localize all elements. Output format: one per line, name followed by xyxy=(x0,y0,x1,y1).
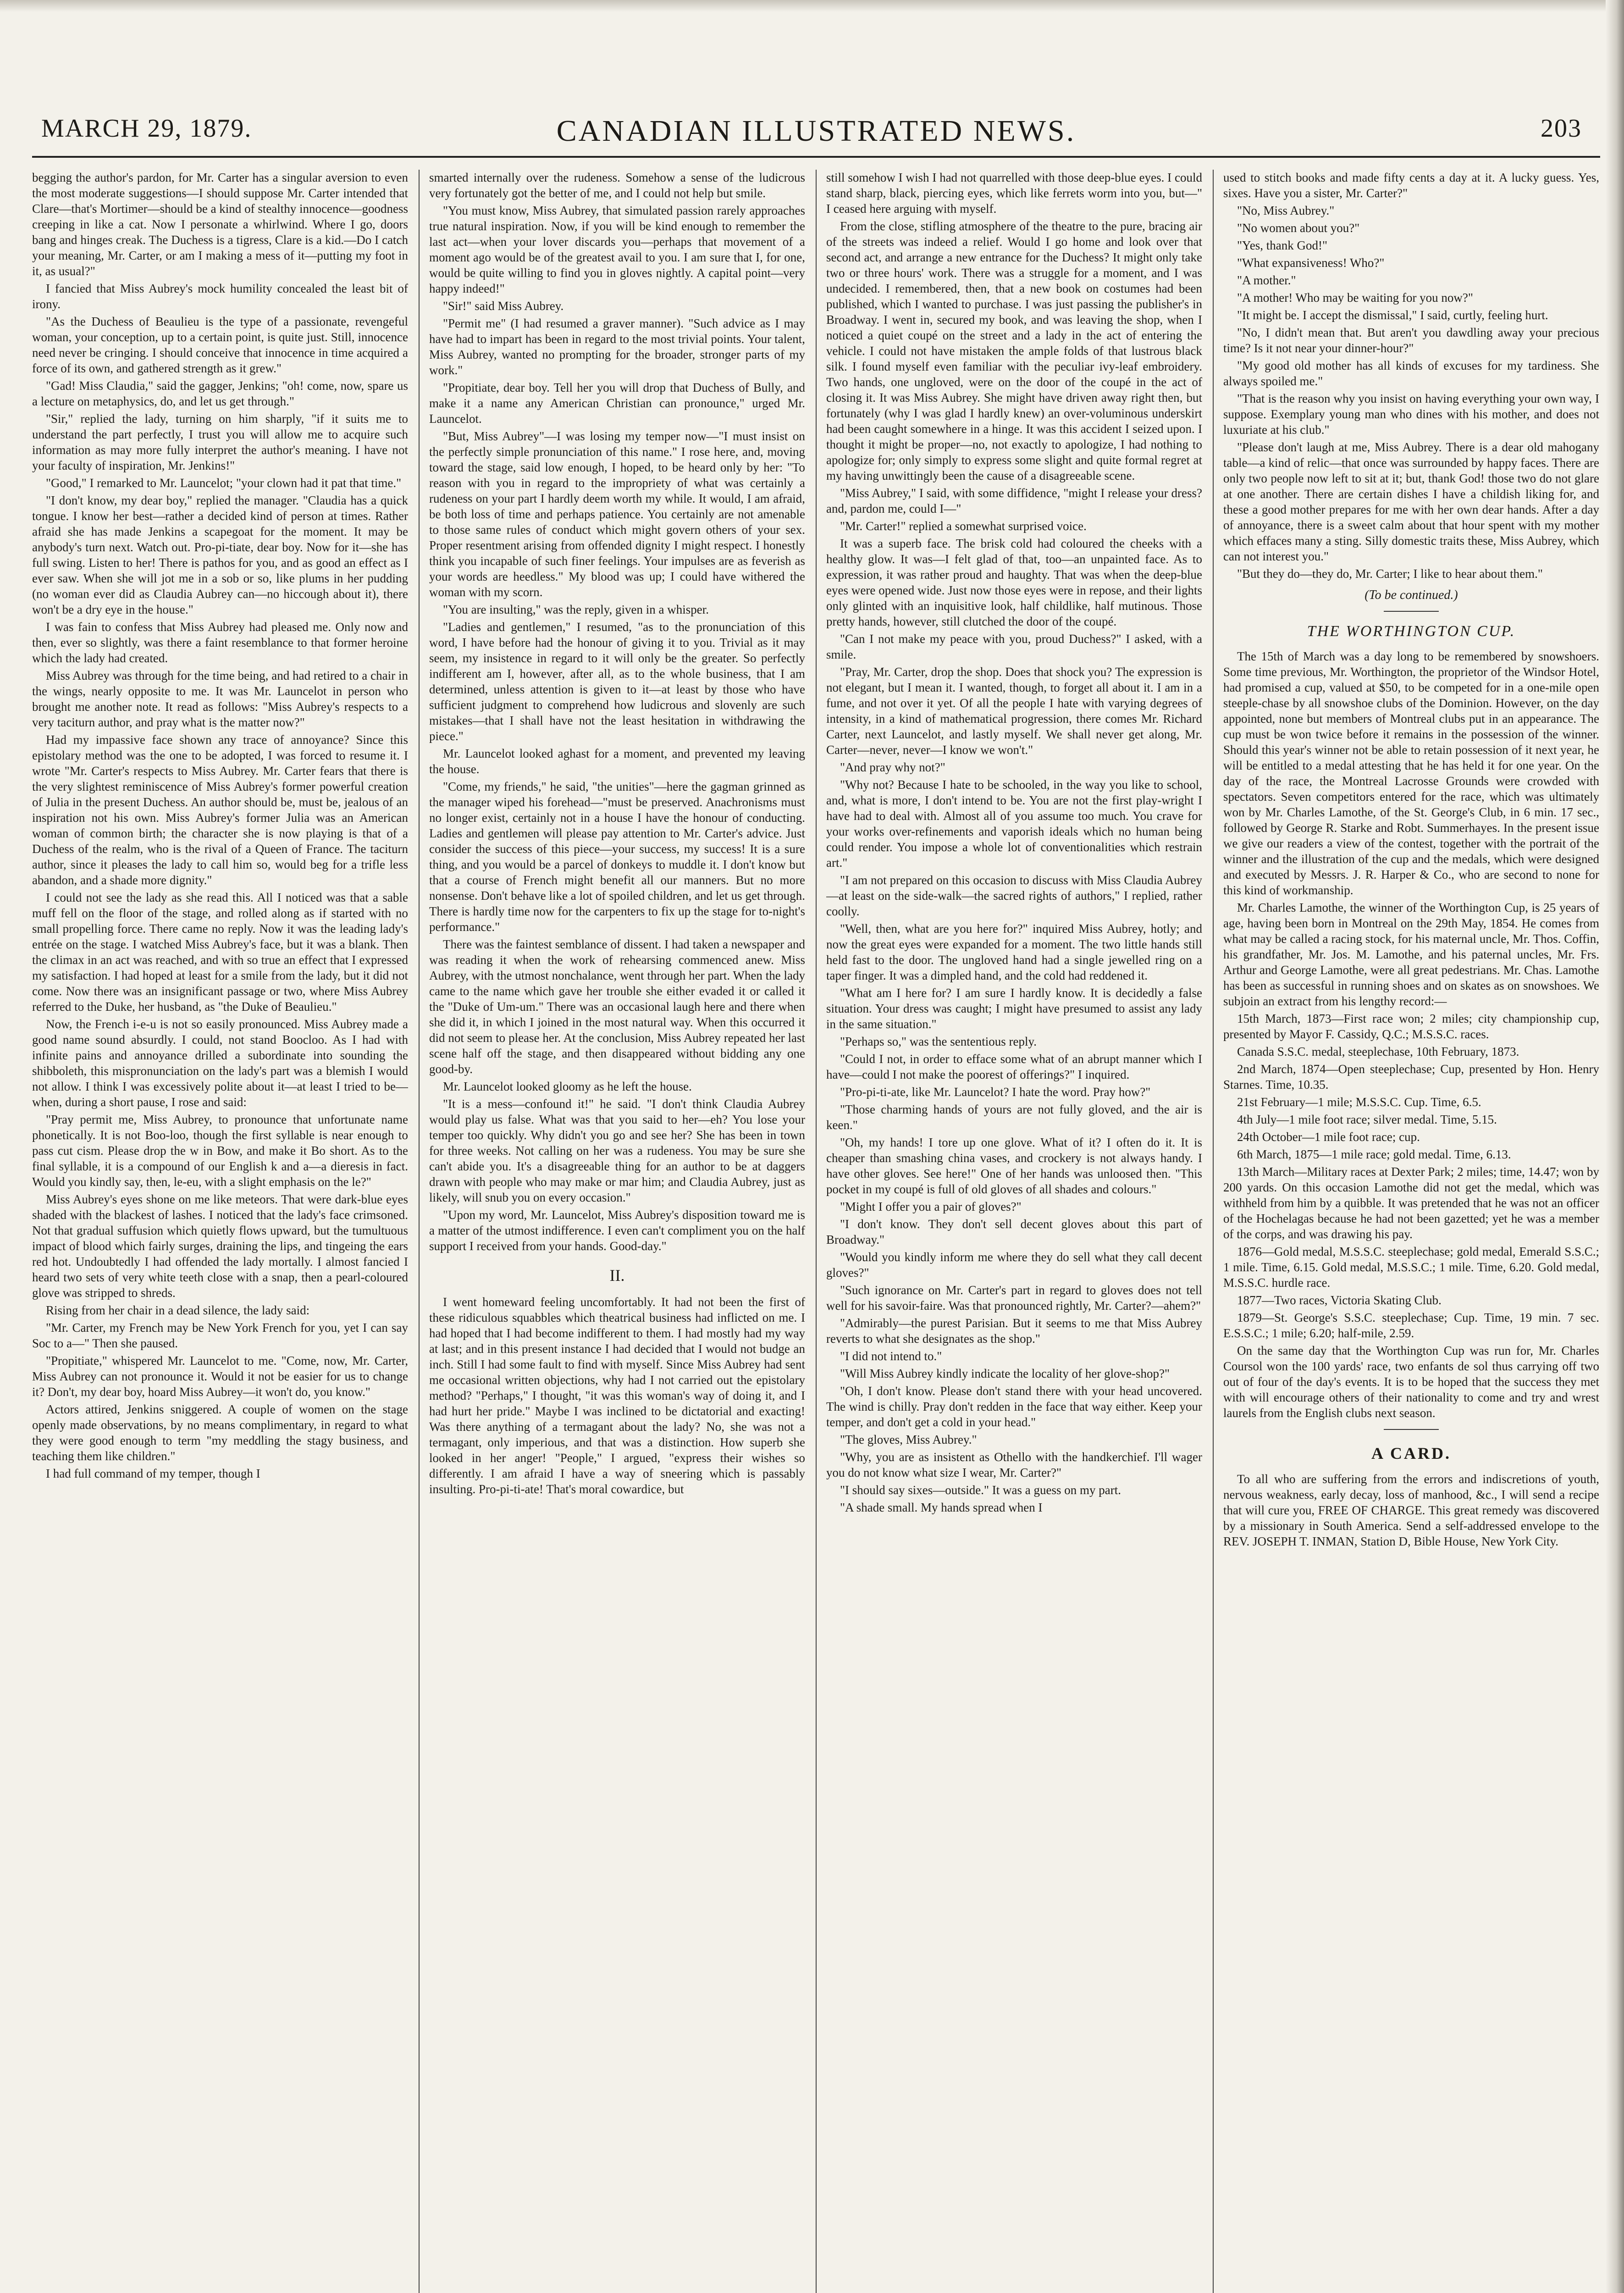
to-be-continued: (To be continued.) xyxy=(1364,588,1458,602)
paragraph: "Mr. Carter, my French may be New York French for you, yet I can say Soc to a—" Then she paused. xyxy=(32,1321,408,1350)
paragraph: "Why, you are as insistent as Othello with the handkerchief. I'll wager you do not know what size I wear, Mr. Carter?" xyxy=(826,1450,1202,1479)
story-continuation xyxy=(1223,170,1599,582)
paragraph: "Admirably—the purest Parisian. But it seems to me that Miss Aubrey reverts to what she designates as the shop." xyxy=(826,1316,1202,1346)
column-divider xyxy=(816,170,817,2293)
paragraph: "Those charming hands of yours are not fully gloved, and the air is keen." xyxy=(826,1102,1202,1132)
paragraph: "It might be. I accept the dismissal," I said, curtly, feeling hurt. xyxy=(1237,308,1548,322)
masthead-title: CANADIAN ILLUSTRATED NEWS. xyxy=(556,114,1076,148)
paragraph: "What expansiveness! Who?" xyxy=(1237,256,1385,270)
paragraph: 6th March, 1875—1 mile race; gold medal. Time, 6.13. xyxy=(1237,1147,1511,1161)
column-2 xyxy=(429,170,805,2293)
paragraph: Mr. Charles Lamothe, the winner of the Worthington Cup, is 25 years of age, having been born in Montreal on the 29th May, 1854. He comes from what may be called a racing stock, for his maternal uncle, Mr. Thos. Coffin, his grandfather, Mr. Jos. M. Lamothe, and his paternal uncles, Mr. Frs. Arthur and George Lamothe, were all great pedestrians. Mr. Chas. Lamothe has been as successful in running shoes and on skates as on snowshoes. We subjoin an extract from his lengthy record:— xyxy=(1223,901,1599,1008)
paragraph: Actors attired, Jenkins sniggered. A couple of women on the stage openly made observations, by no means complimentary, in regard to what they were good enough to term "my meddling the stagy business, and teaching them like children." xyxy=(32,1402,408,1463)
paragraph: "Perhaps so," was the sententious reply. xyxy=(840,1035,1037,1048)
paragraph: "What am I here for? I am sure I hardly know. It is decidedly a false situation. Your dress was caught; I might have presumed to assist any lady in the same situation." xyxy=(826,986,1202,1031)
column-divider xyxy=(1213,170,1214,2293)
article-columns xyxy=(32,170,1600,2293)
paragraph: Now, the French i-e-u is not so easily pronounced. Miss Aubrey made a good name sound absurdly. I could, not stand Boocloo. As I had with infinite pains and annoyance drilled a subordinate into sounding the shibboleth, this mispronunciation on the lady's part was a blemish I would not allow. I think I was excessively polite about it—at least I tried to be—when, during a short pause, I rose and said: xyxy=(32,1017,408,1109)
paragraph: On the same day that the Worthington Cup was run for, Mr. Charles Coursol won the 100 yards' race, two enfants de sol thus carrying off two out of four of the day's events. It is to be hoped that the success they met with will encourage others of their nationality to come and try and wrest laurels from the English clubs next season. xyxy=(1223,1344,1599,1420)
paragraph: Mr. Launcelot looked gloomy as he left the house. xyxy=(443,1080,692,1093)
paragraph: "Oh, my hands! I tore up one glove. What of it? I often do it. It is cheaper than smashing china vases, and crockery is not always handy. I have other gloves. See here!" One of her hands was unloosed then. "This pocket in my coupé is full of old gloves of all shades and colours." xyxy=(826,1135,1202,1196)
paragraph: "No, I didn't mean that. But aren't you dawdling away your precious time? Is it not near your dinner-hour?" xyxy=(1223,326,1599,355)
paragraph: 1877—Two races, Victoria Skating Club. xyxy=(1237,1293,1442,1307)
paragraph: "Propitiate," whispered Mr. Launcelot to me. "Come, now, Mr. Carter, Miss Aubrey can not pronounce it. Would it not be easier for us to change it? Don't, my dear boy, hoard Miss Aubrey—it won't do, you know." xyxy=(32,1354,408,1399)
paragraph: "Mr. Carter!" replied a somewhat surprised voice. xyxy=(840,519,1087,533)
paragraph: There was the faintest semblance of dissent. I had taken a newspaper and was reading it when the work of rehearsing commenced anew. Miss Aubrey, with the utmost nonchalance, went through her part. When the lady came to the name which gave her trouble she either evaded it or called it the "Duke of Um-um." There was an occasional laugh here and there when she did it, in which I joined in the most natural way. When this occurred it did not seem to please her. At the conclusion, Miss Aubrey repeated her last scene half off the stage, and then disappeared without bidding any one good-by. xyxy=(429,937,805,1076)
paragraph: "Sir!" said Miss Aubrey. xyxy=(443,299,564,313)
paragraph: 1879—St. George's S.S.C. steeplechase; Cup. Time, 19 min. 7 sec. E.S.S.C.; 1 mile; 6.20; half-mile, 2.59. xyxy=(1223,1311,1599,1340)
paragraph: "You must know, Miss Aubrey, that simulated passion rarely approaches true natural inspiration. Now, if you will be kind enough to remember the last act—when your lover discards you—perhaps that movement of a moment ago would be of the greatest avail to you. I am sure that I, for one, would be quite willing to find you in gloves nightly. A capital point—very happy indeed!" xyxy=(429,204,805,295)
paragraph: "But, Miss Aubrey"—I was losing my temper now—"I must insist on the perfectly simple pronunciation of this name." I rose here, and, moving toward the stage, said low enough, I hoped, to be heard only by her: "To reason with you in regard to the impropriety of what was certainly a rudeness on your part I hardly deem worth my while. It would, I am afraid, be both loss of time and perhaps patience. You certainly are not amenable to those same rules of conduct which might govern others of your sex. Proper resentment arising from offended dignity I might respect. I honestly think you incapable of such finer feelings. Your impulses are as feverish as your words are heedless." My blood was up; I could have withered the woman with my scorn. xyxy=(429,429,805,599)
paragraph: 4th July—1 mile foot race; silver medal. Time, 5.15. xyxy=(1237,1113,1497,1126)
paragraph: I could not see the lady as she read this. All I noticed was that a sable muff fell on the floor of the stage, and rolled along as if started with no small propelling force. There came no reply. Now it was the leading lady's entrée on the stage. I watched Miss Aubrey's face, but it was a blank. Then the climax in an act was reached, and with so true an effect that I expressed my satisfaction. I had hoped at least for a smile from the lady, but it did not come. Now there was an insignificant passage or two, where Miss Aubrey referred to the Duke, her husband, as "the Duke of Beaulieu." xyxy=(32,891,408,1014)
paragraph: "It is a mess—confound it!" he said. "I don't think Claudia Aubrey would play us false. What was that you said to her—eh? You lose your temper too quickly. Why didn't you go and see her? She has been in town for three weeks. Not calling on her was a rudeness. You may be sure she can't abide you. It's a disagreeable thing for an author to be at daggers drawn with people who may make or mar him; and Claudia Aubrey, just as likely, will snub you on every occasion." xyxy=(429,1097,805,1204)
card-heading: A CARD. xyxy=(1371,1444,1451,1462)
paragraph: "Please don't laugh at me, Miss Aubrey. There is a dear old mahogany table—a kind of relic—that once was surrounded by happy faces. There are only two people now left to sit at it; but, thank God! those two do not glare at one another. There are certain dishes I have a childish liking for, and these a good mother prepares for me with her own dear hands. After a day of annoyance, there is a sweet calm about that hour spent with my mother which effaces many a sting. Silly domestic traits these, Miss Aubrey, which can not interest you." xyxy=(1223,440,1599,563)
paragraph: "I should say sixes—outside." It was a guess on my part. xyxy=(840,1483,1121,1497)
paragraph: "The gloves, Miss Aubrey." xyxy=(840,1433,977,1446)
paragraph: I was fain to confess that Miss Aubrey had pleased me. Only now and then, ever so slightly, was there a faint resemblance to that former heroine which the lady had created. xyxy=(32,620,408,665)
paragraph: "As the Duchess of Beaulieu is the type of a passionate, revengeful woman, your conception, up to a certain point, is quite just. Still, innocence need never be cringing. I should conceive that innocence in time acquired a force of its own, and gathered strength as it grew." xyxy=(32,315,408,375)
paragraph: From the close, stifling atmosphere of the theatre to the pure, bracing air of the streets was indeed a relief. Would I go home and look over that second act, and arrange a new entrance for the Duchess? It might only take two or three hours' work. There was a struggle for a moment, and I was undecided. I remembered, then, that a new book on costumes had been published, which I wanted to purchase. I was just passing the publisher's in Broadway. I went in, secured my book, and was leaving the shop, when I noticed a quiet coupé on the street and a lady in the act of entering the vehicle. I could not have mistaken the ample folds of that lustrous black silk. I found myself even familiar with the peculiar ivy-leaf embroidery. Two hands, one ungloved, were on the door of the coupé in the act of closing it. It was Miss Aubrey. She might have driven away right then, but fortunately (why I was glad I hardly knew) an over-voluminous underskirt had been caught somewhere in a hinge. It was this accident I seized upon. I thought it might be proper—no, not exactly to apologize, I had nothing to apologize for; only simply to express some slight and quite formal regret at my having unwittingly been the cause of a disagreeable scene. xyxy=(826,219,1202,482)
divider xyxy=(1384,611,1439,612)
paragraph: "Might I offer you a pair of gloves?" xyxy=(840,1200,1022,1213)
worthington-heading: THE WORTHINGTON CUP. xyxy=(1307,623,1516,640)
paragraph: Canada S.S.C. medal, steeplechase, 10th February, 1873. xyxy=(1237,1045,1519,1058)
paragraph: "That is the reason why you insist on having everything your own way, I suppose. Exemplary young man who dines with his mother, and does not luxuriate at his club." xyxy=(1223,392,1599,437)
divider xyxy=(1384,1429,1439,1430)
paragraph: "A mother." xyxy=(1237,273,1296,287)
paragraph: "Permit me" (I had resumed a graver manner). "Such advice as I may have had to impart has been in regard to the most trivial points. Your talent, Miss Aubrey, wanted no prompting for the broader, stronger parts of my work." xyxy=(429,316,805,377)
paragraph: "Good," I remarked to Mr. Launcelot; "your clown had it pat that time." xyxy=(46,476,402,490)
paragraph: "Such ignorance on Mr. Carter's part in regard to gloves does not tell well for his savoir-faire. Was that pronounced rightly, Mr. Carter?—ahem?" xyxy=(826,1283,1202,1313)
paragraph: "I did not intend to." xyxy=(840,1349,942,1363)
page-header xyxy=(32,105,1600,158)
paragraph: "But they do—they do, Mr. Carter; I like to hear about them." xyxy=(1237,567,1543,581)
column-2-part-2 xyxy=(429,1294,805,1497)
paragraph: still somehow I wish I had not quarrelled with those deep-blue eyes. I could stand sharp, black, piercing eyes, which like ferrets worm into you, but—" I ceased here arguing with myself. xyxy=(826,171,1202,216)
paragraph: I fancied that Miss Aubrey's mock humility concealed the least bit of irony. xyxy=(32,282,408,311)
paragraph: "Why not? Because I hate to be schooled, in the way you like to school, and, what is more, I don't intend to be. You are not the first play-wright I have had to deal with. Almost all of you assume too much. You crave for your works over-refinements and vaporish ideals which no human being could render. You impose a whole lot of conventionalities which restrain art." xyxy=(826,778,1202,870)
worthington-article xyxy=(1223,648,1599,1421)
paragraph: "Pray permit me, Miss Aubrey, to pronounce that unfortunate name phonetically. It is not Boo-loo, though the first syllable is near enough to pass cut cism. Please drop the w in Bow, and make it Bo short. As to the final syllable, it is a compound of our English k and a—a dieresis in fact. Would you kindly say, then, le-eu, with a slight emphasis on the le?" xyxy=(32,1113,408,1189)
paragraph: "Gad! Miss Claudia," said the gagger, Jenkins; "oh! come, now, spare us a lecture on metaphysics, do, and let us get through." xyxy=(32,379,408,408)
paragraph: used to stitch books and made fifty cents a day at it. A lucky guess. Yes, sixes. Have you a sister, Mr. Carter?" xyxy=(1223,171,1599,200)
paragraph: "My good old mother has all kinds of excuses for my tardiness. She always spoiled me." xyxy=(1223,359,1599,388)
paragraph: "I don't know, my dear boy," replied the manager. "Claudia has a quick tongue. I know her best—rather a decided kind of person at times. Rather afraid she has made Jenkins a scapegoat for the moment. It may be anybody's turn next. Watch out. Pro-pi-tiate, dear boy. Now for it—she has full swing. Listen to her! There is pathos for you, and as good an effect as I ever saw. When she will jot me in a sob or so, like plums in her pudding (no woman ever did as Claudia Aubrey can—no hiccough about it), there won't be a dry eye in the house." xyxy=(32,493,408,616)
paragraph: "A shade small. My hands spread when I xyxy=(840,1501,1043,1514)
paragraph: The 15th of March was a day long to be remembered by snowshoers. Some time previous, Mr. Worthington, the proprietor of the Windsor Hotel, had promised a cup, valued at $50, to be competed for in a one-mile open steeple-chase by all snowshoe clubs of the Dominion. However, on the day appointed, none but members of Montreal clubs put in an appearance. The cup must be won twice before it remains in the possession of the winner. Should this year's winner not be able to retain possession of it next year, he will be entitled to a medal attesting that he has held it for one year. On the day of the race, the Montreal Lacrosse Grounds were crowded with spectators. Seven competitors entered for the race, which was ultimately won by Mr. Charles Lamothe, of the St. George's Club, in 6 min. 17 sec., followed by George R. Starke and Robt. Summerhayes. In the present issue we give our readers a view of the contest, together with the portrait of the winner and the illustration of the cup and the medals, which were designed and executed by Messrs. J. R. Harper & Co., who are second to none for this kind of workmanship. xyxy=(1223,649,1599,897)
paragraph: "Oh, I don't know. Please don't stand there with your head uncovered. The wind is chilly. Pray don't redden in the face that way either. Keep your temper, and don't get a cold in your head." xyxy=(826,1384,1202,1429)
paragraph: "Come, my friends," he said, "the unities"—here the gagman grinned as the manager wiped his forehead—"must be preserved. Anachronisms must no longer exist, certainly not in a house I have the honour of conducting. Ladies and gentlemen will please pay attention to Mr. Carter's advice. Just consider the success of this piece—your success, my success! It is a sure thing, and you would be a parcel of donkeys to muddle it. I don't know but that a course of French might benefit all our manners. But no more nonsense. Don't behave like a lot of spoiled children, and let us get through. There is hardly time now for the carpenters to fix up the stage for to-night's performance." xyxy=(429,780,805,934)
paragraph: "Yes, thank God!" xyxy=(1237,238,1328,252)
column-2-part-1 xyxy=(429,170,805,1254)
paragraph: 13th March—Military races at Dexter Park; 2 miles; time, 14.47; won by 200 yards. On this occasion Lamothe did not get the medal, which was withheld from him by a quibble. It was pretended that he was not an officer of the Hochelagas because he had not been gazetted; yet he was a member of the corps, and was drawing his pay. xyxy=(1223,1165,1599,1241)
paragraph: It was a superb face. The brisk cold had coloured the cheeks with a healthy glow. It was—I felt glad of that, too—an unpainted face. As to expression, it was rather proud and haughty. That was when the deep-blue eyes were opened wide. Just now those eyes were in repose, and their lights only glinted with an inquisitive look, half childlike, half mutinous. Those pretty hands, however, still clutched the door of the coupé. xyxy=(826,537,1202,628)
paragraph: "I don't know. They don't sell decent gloves about this part of Broadway." xyxy=(826,1217,1202,1246)
column-4 xyxy=(1223,170,1599,2293)
scan-top-edge xyxy=(0,0,1624,12)
paragraph: "Pray, Mr. Carter, drop the shop. Does that shock you? The expression is not elegant, but I mean it. I wanted, though, to forget all about it. I am in a fume, and not over it yet. Of all the people I hate with varying degrees of intensity, in a kind of mathematical progression, there comes Mr. Richard Carter, next Launcelot, and lastly myself. We shall never get along, Mr. Carter—never, never—I know we won't." xyxy=(826,665,1202,757)
paragraph: "Sir," replied the lady, turning on him sharply, "if it suits me to understand the part perfectly, I trust you will allow me to acquire such information as may more fully interpret the author's meaning. I have not your faculty of inspiration, Mr. Jenkins!" xyxy=(32,412,408,472)
paragraph: "Will Miss Aubrey kindly indicate the locality of her glove-shop?" xyxy=(840,1367,1170,1380)
column-1 xyxy=(32,170,408,2293)
paragraph: "No women about you?" xyxy=(1237,221,1360,235)
scan-right-edge xyxy=(1606,0,1624,2293)
paragraph: Had my impassive face shown any trace of annoyance? Since this epistolary method was the one to be adopted, I was forced to resume it. I wrote "Mr. Carter's respects to Miss Aubrey. Mr. Carter fears that there is the very slightest reminiscence of Miss Aubrey's former powerful creation of Julia in the present Duchess. An author should be, must be, jealous of an inspiration not his own. Miss Aubrey's former Julia was an American woman of common birth; the character she is now playing is that of a Duchess of the realm, who is the rival of a Queen of France. The taciturn author, since it pleases the lady to call him so, would beg for a trifle less abandon, and a shade more dignity." xyxy=(32,733,408,887)
paragraph: 24th October—1 mile foot race; cup. xyxy=(1237,1130,1420,1144)
paragraph: "Well, then, what are you here for?" inquired Miss Aubrey, hotly; and now the great eyes were expanded for a moment. The two little hands still held fast to the door. The ungloved hand had a single jewelled ring on a taper finger. It was a dimpled hand, and the cold had reddened it. xyxy=(826,922,1202,982)
paragraph: "Can I not make my peace with you, proud Duchess?" I asked, with a smile. xyxy=(826,632,1202,661)
paragraph: "And pray why not?" xyxy=(840,760,945,774)
paragraph: begging the author's pardon, for Mr. Carter has a singular aversion to even the most moderate suggestions—I should suppose Mr. Carter intended that Clare—that's Mortimer—should be a kind of stealthy innocence—goodness creeping in like a cat. Now I personate a whirlwind. Where I go, doors bang and hinges creak. The Duchess is a tigress, Clare is a kid.—Do I catch your meaning, Mr. Carter, or am I making a mess of it—putting my foot in it, as usual?" xyxy=(32,171,408,278)
column-3 xyxy=(826,170,1202,2293)
paragraph: 15th March, 1873—First race won; 2 miles; city championship cup, presented by Mayor F. Cassidy, Q.C.; M.S.S.C. races. xyxy=(1223,1012,1599,1041)
paragraph: Rising from her chair in a dead silence, the lady said: xyxy=(46,1303,310,1317)
paragraph: "No, Miss Aubrey." xyxy=(1237,204,1335,217)
paragraph: "Upon my word, Mr. Launcelot, Miss Aubrey's disposition toward me is a matter of the utmost indifference. I even can't compliment you on the half support I received from your hands. Good-day." xyxy=(429,1208,805,1253)
paragraph: Miss Aubrey's eyes shone on me like meteors. That were dark-blue eyes shaded with the blackest of lashes. I noticed that the lady's face crimsoned. Not that gradual suffusion which quietly flows upward, but the tumultuous impact of blood which fairly surges, draining the lips, and tingeing the ears red hot. Undoubtedly I had offended the lady mortally. I almost fancied I heard two sets of very white teeth close with a snap, then a pearl-coloured glove was stripped to shreds. xyxy=(32,1192,408,1300)
issue-date: MARCH 29, 1879. xyxy=(41,114,252,143)
paragraph: 1876—Gold medal, M.S.S.C. steeplechase; gold medal, Emerald S.S.C.; 1 mile. Time, 6.15. Gold medal, M.S.S.C.; 1 mile. Time, 6.20. Gold medal, M.S.S.C. hurdle race. xyxy=(1223,1245,1599,1290)
chapter-number: II. xyxy=(609,1266,625,1285)
paragraph: "Miss Aubrey," I said, with some diffidence, "might I release your dress? and, pardon me, could I—" xyxy=(826,486,1202,515)
paragraph: "A mother! Who may be waiting for you now?" xyxy=(1237,291,1473,305)
paragraph: 2nd March, 1874—Open steeplechase; Cup, presented by Hon. Henry Starnes. Time, 10.35. xyxy=(1223,1062,1599,1091)
page-number: 203 xyxy=(1541,114,1582,143)
paragraph: "Would you kindly inform me where they do sell what they call decent gloves?" xyxy=(826,1250,1202,1279)
paragraph: "Propitiate, dear boy. Tell her you will drop that Duchess of Bully, and make it a name any American Christian can pronounce," urged Mr. Launcelot. xyxy=(429,381,805,426)
paragraph: "I am not prepared on this occasion to discuss with Miss Claudia Aubrey—at least on the side-walk—the sacred rights of authors," I replied, rather coolly. xyxy=(826,873,1202,918)
paragraph: "You are insulting," was the reply, given in a whisper. xyxy=(443,603,709,616)
newspaper-page xyxy=(32,105,1600,2293)
column-divider xyxy=(419,170,420,2293)
paragraph: Miss Aubrey was through for the time being, and had retired to a chair in the wings, nearly opposite to me. It was Mr. Launcelot in person who brought me another note. It read as follows: "Miss Aubrey's respects to a very taciturn author, and pray what is the matter now?" xyxy=(32,669,408,729)
paragraph: "Pro-pi-ti-ate, like Mr. Launcelot? I hate the word. Pray how?" xyxy=(840,1085,1151,1099)
paragraph: Mr. Launcelot looked aghast for a moment, and prevented my leaving the house. xyxy=(429,747,805,776)
paragraph: 21st February—1 mile; M.S.S.C. Cup. Time, 6.5. xyxy=(1237,1095,1481,1109)
card-text: To all who are suffering from the errors and indiscretions of youth, nervous weakness, early decay, loss of manhood, &c., I will send a recipe that will cure you, FREE OF CHARGE. This great remedy was discovered by a missionary in South America. Send a self-addressed envelope to the REV. JOSEPH T. INMAN, Station D, Bible House, New York City. xyxy=(1223,1472,1599,1548)
paragraph: "Could I not, in order to efface some what of an abrupt manner which I have—could I not make the poorest of offerings?" I inquired. xyxy=(826,1052,1202,1081)
paragraph: "Ladies and gentlemen," I resumed, "as to the pronunciation of this word, I have before had the honour of giving it to you. Trivial as it may seem, my insistence in regard to it will only be the greater. So perfectly indifferent am I, however, after all, as to the whole business, that I am determined, unless attention is given to it—at least by those who have sufficient judgment to comprehend how ludicrous and slovenly are such mistakes—that I shall have not the least hesitation in withdrawing the piece." xyxy=(429,620,805,743)
paragraph: I had full command of my temper, though I xyxy=(46,1467,260,1480)
paragraph: smarted internally over the rudeness. Somehow a sense of the ludicrous very fortunately got the better of me, and I could not help but smile. xyxy=(429,171,805,200)
paragraph: I went homeward feeling uncomfortably. It had not been the first of these ridiculous squabbles which theatrical business had inflicted on me. I had hoped that I had become indifferent to them. I had mostly had my way at last; and in this present instance I had decided that I would not budge an inch. Still I had some fault to find with myself. Since Miss Aubrey had sent me occasional written objections, why had I not carried out the epistolary method? "Perhaps," I thought, "it was this woman's way of doing it, and I had hurt her pride." Maybe I was inclined to be dictatorial and exacting! Was there anything of a termagant about the lady? No, she was not a termagant, only imperious, and that was a distinction. How superb she looked in her anger! "People," I argued, "express their wishes so differently. I am afraid I have a way of sneering which is passably insulting. Pro-pi-ti-ate! That's moral cowardice, but xyxy=(429,1295,805,1496)
